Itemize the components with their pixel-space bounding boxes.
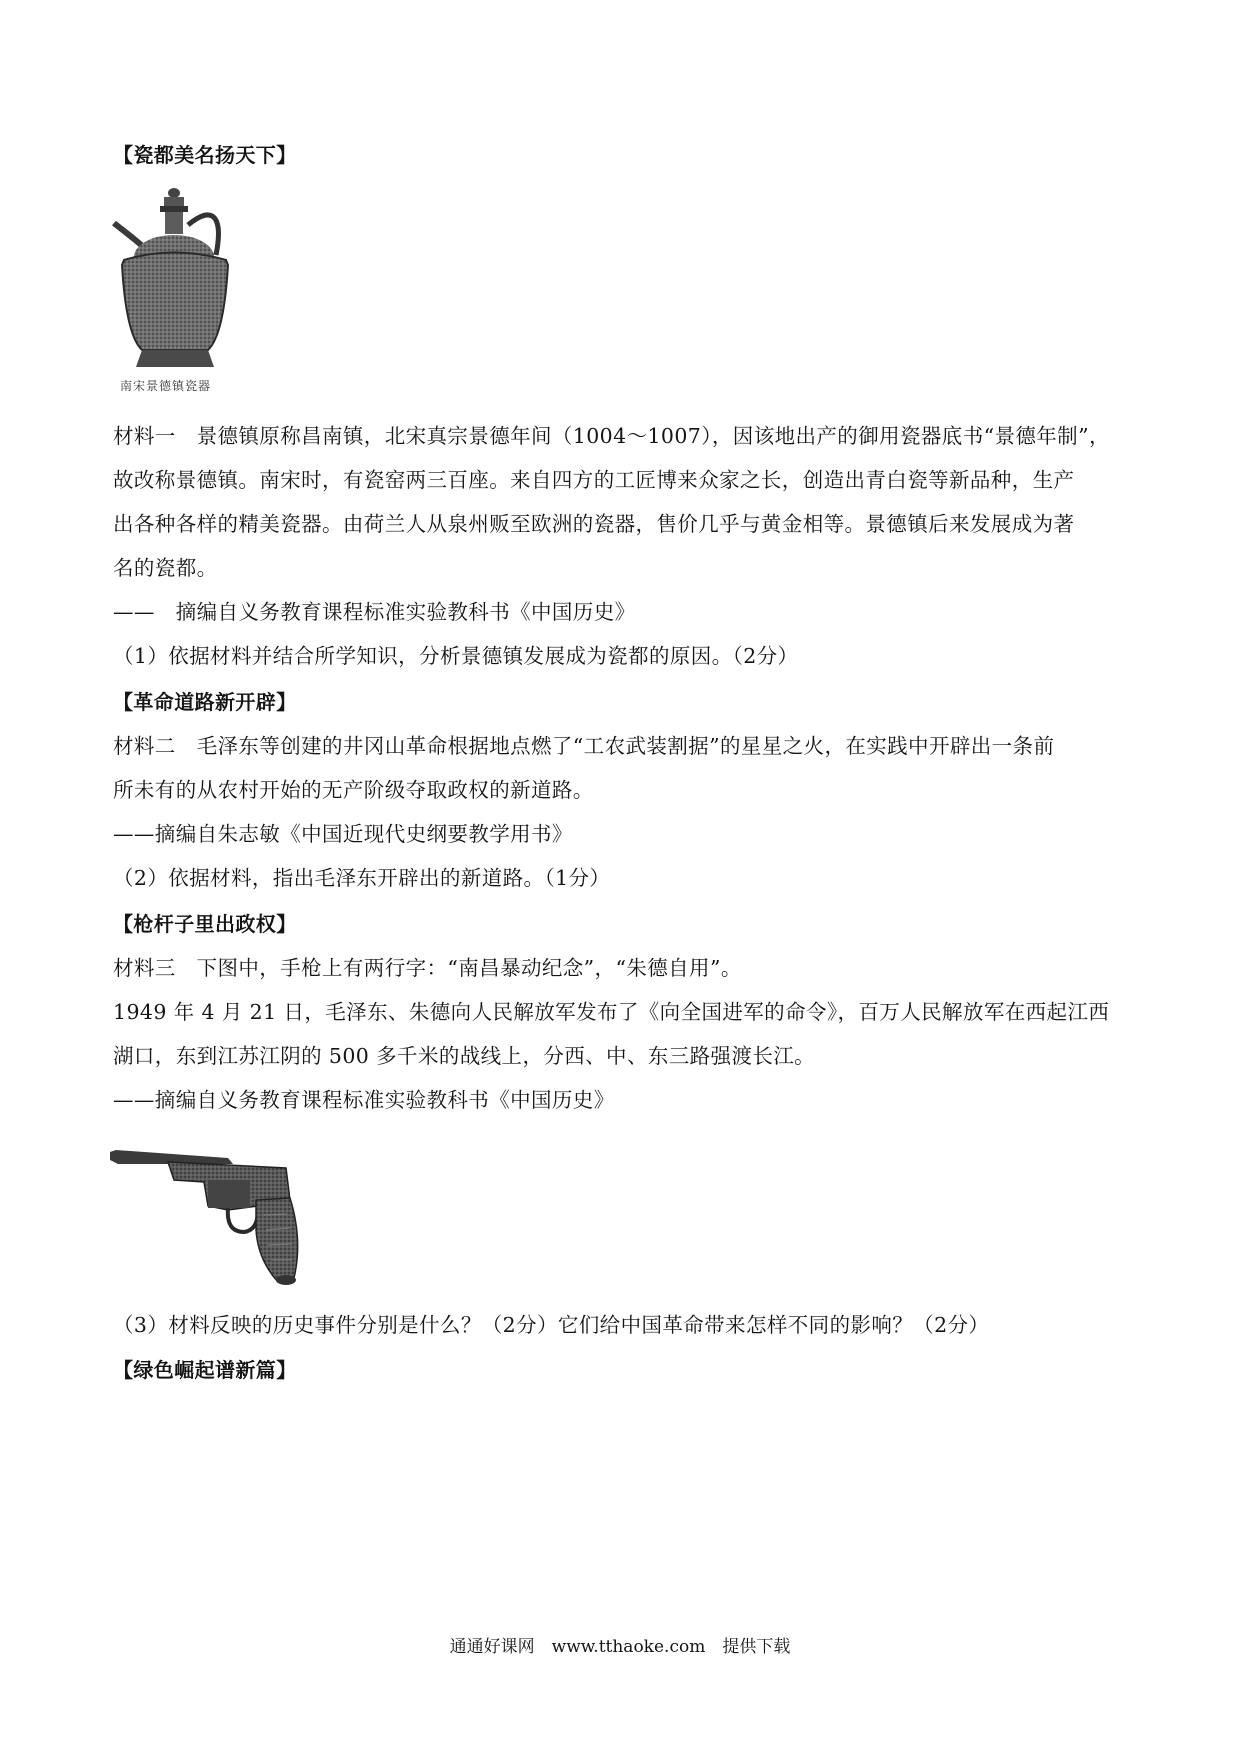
page-footer: 通通好课网 www.tthaoke.com 提供下载 — [449, 1637, 791, 1657]
porcelain-ewer-image — [112, 185, 242, 393]
material-three-line: 材料三 下图中，手枪上有两行字：“南昌暴动纪念”，“朱德自用”。 — [113, 956, 742, 980]
material-three-source: ——摘编自义务教育课程标准实验教科书《中国历史》 — [113, 1088, 615, 1112]
section-heading-revolution-road: 【革命道路新开辟】 — [113, 690, 297, 714]
material-one-source: —— 摘编自义务教育课程标准实验教科书《中国历史》 — [113, 600, 636, 624]
porcelain-ewer-illustration — [112, 185, 242, 375]
question-2: （2）依据材料，指出毛泽东开辟出的新道路。（1分） — [113, 866, 611, 890]
material-one-line: 材料一 景德镇原称昌南镇，北宋真宗景德年间（1004～1007），因该地出产的御用瓷器底书“景德年制”， — [113, 424, 1110, 448]
material-one-line: 故改称景德镇。南宋时，有瓷窑两三百座。来自四方的工匠博来众家之长，创造出青白瓷等新品种，生产 — [113, 468, 1075, 492]
porcelain-caption: 南宋景德镇瓷器 — [120, 379, 212, 393]
section-heading-porcelain: 【瓷都美名扬天下】 — [113, 143, 297, 167]
section-heading-green-rise: 【绿色崛起谱新篇】 — [113, 1358, 297, 1382]
material-two-source: ——摘编自朱志敏《中国近现代史纲要教学用书》 — [113, 822, 573, 846]
material-one-line: 名的瓷都。 — [113, 556, 218, 580]
question-3: （3）材料反映的历史事件分别是什么？（2分）它们给中国革命带来怎样不同的影响？（2分） — [113, 1313, 990, 1337]
question-1: （1）依据材料并结合所学知识，分析景德镇发展成为瓷都的原因。（2分） — [113, 644, 799, 668]
material-three-line: 湖口，东到江苏江阴的 500 多千米的战线上，分西、中、东三路强渡长江。 — [113, 1044, 816, 1068]
material-two-line: 所未有的从农村开始的无产阶级夺取政权的新道路。 — [113, 778, 594, 802]
material-three-line: 1949 年 4 月 21 日，毛泽东、朱德向人民解放军发布了《向全国进军的命令》，百万人民解放军在西起江西 — [113, 1000, 1110, 1024]
material-one-line: 出各种各样的精美瓷器。由荷兰人从泉州贩至欧洲的瓷器，售价几乎与黄金相等。景德镇后来发展成为著 — [113, 512, 1075, 536]
section-heading-political-power: 【枪杆子里出政权】 — [113, 912, 297, 936]
material-two-line: 材料二 毛泽东等创建的井冈山革命根据地点燃了“工农武装割据”的星星之火，在实践中开辟出一条前 — [113, 734, 1055, 758]
pistol-image — [108, 1140, 308, 1290]
mauser-pistol-illustration — [108, 1140, 308, 1290]
